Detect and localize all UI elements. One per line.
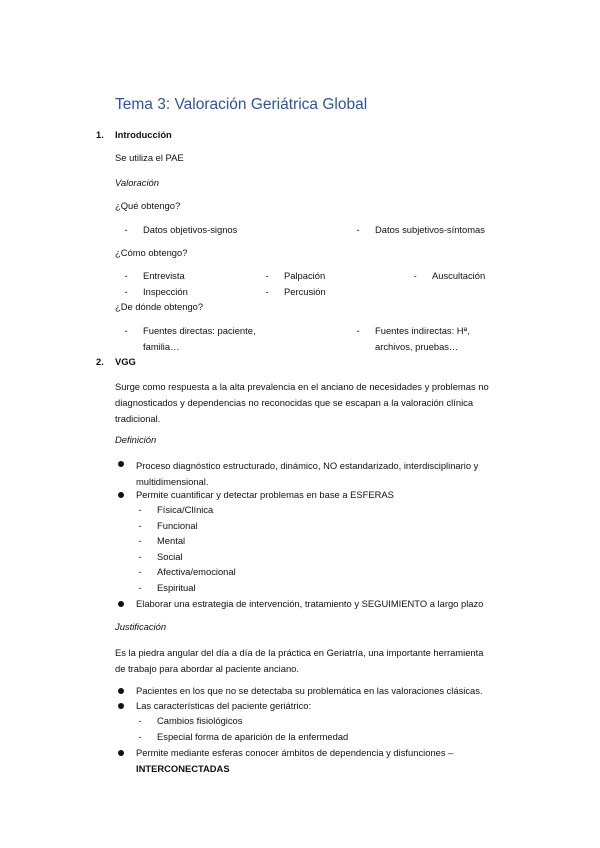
list-item: Mental [157,535,186,546]
bullet-dot [118,492,124,498]
dash-bullet: - [138,566,142,577]
list-item: Espiritual [157,582,196,593]
list-item: Auscultación [432,270,486,281]
text-line: Proceso diagnóstico estructurado, dinámico, NO estandarizado, interdisciplinario y [136,460,479,471]
list-item: Inspección [143,286,188,297]
list-item: familia… [143,341,180,352]
dash-bullet: - [138,520,142,531]
dash-bullet: - [124,325,128,336]
question: ¿Cómo obtengo? [115,247,188,258]
dash-bullet: - [124,270,128,281]
bullet-item [136,458,513,490]
section-number: 2. [96,356,104,367]
bullet-dot [118,703,124,709]
section-heading: VGG [115,356,136,367]
dash-bullet: - [138,504,142,515]
question: ¿Qué obtengo? [115,200,181,211]
bullet-dot [118,688,124,694]
text-line: Es la piedra angular del día a día de la práctica en Geriatría, una importante herramienta [115,647,484,658]
text-line: de trabajo para abordar al paciente anciano. [115,663,299,674]
bullet-item: Permite cuantificar y detectar problemas en base a ESFERAS [136,489,394,500]
bullet-dot [118,750,124,756]
list-item: Cambios fisiológicos [157,715,243,726]
dash-bullet: - [265,270,269,281]
dash-bullet: - [138,715,142,726]
text-line: Surge como respuesta a la alta prevalencia en el anciano de necesidades y problemas no [115,381,489,392]
bullet-item: Pacientes en los que no se detectaba su problemática en las valoraciones clásicas. [136,685,483,696]
dash-bullet: - [138,582,142,593]
emphasis-text: INTERCONECTADAS [136,763,230,774]
dash-bullet: - [138,535,142,546]
page-title: Tema 3: Valoración Geriátrica Global [115,96,368,113]
text-line: multidimensional. [136,476,209,487]
subheading: Valoración [115,177,159,188]
list-item: Datos objetivos-signos [143,224,238,235]
bullet-item: Elaborar una estrategia de intervención, tratamiento y SEGUIMIENTO a largo plazo [136,598,484,609]
section-heading: Introducción [115,129,172,140]
bullet-item: Permite mediante esferas conocer ámbitos de dependencia y disfunciones – [136,747,454,758]
list-item: Palpación [284,270,326,281]
subheading: Definición [115,434,157,445]
dash-bullet: - [138,731,142,742]
dash-bullet: - [356,224,360,235]
intro-paragraph [115,379,513,427]
dash-bullet: - [356,325,360,336]
list-item: Física/Clínica [157,504,214,515]
bullet-dot [118,601,124,607]
list-item: Percusión [284,286,326,297]
section-number: 1. [96,129,104,140]
list-item: Fuentes indirectas: Hª, [375,325,470,336]
list-item: Afectiva/emocional [157,566,236,577]
justification-paragraph [115,645,513,677]
list-item: archivos, pruebas… [375,341,459,352]
dash-bullet: - [124,224,128,235]
subheading: Justificación [115,621,167,632]
text-line: tradicional. [115,413,161,424]
list-item: Especial forma de aparición de la enfermedad [157,731,349,742]
list-item: Entrevista [143,270,185,281]
list-item: Funcional [157,520,198,531]
list-item: Social [157,551,183,562]
text-line: diagnosticados y dependencias no reconocidas que se escapan a la valoración clínica [115,397,474,408]
bullet-dot [118,461,124,467]
question: ¿De dónde obtengo? [115,301,204,312]
dash-bullet: - [265,286,269,297]
bullet-item: Las características del paciente geriátrico: [136,700,312,711]
paragraph: Se utiliza el PAE [115,152,184,163]
dash-bullet: - [138,551,142,562]
list-item: Datos subjetivos-síntomas [375,224,485,235]
dash-bullet: - [413,270,417,281]
list-item: Fuentes directas: paciente, [143,325,256,336]
dash-bullet: - [124,286,128,297]
